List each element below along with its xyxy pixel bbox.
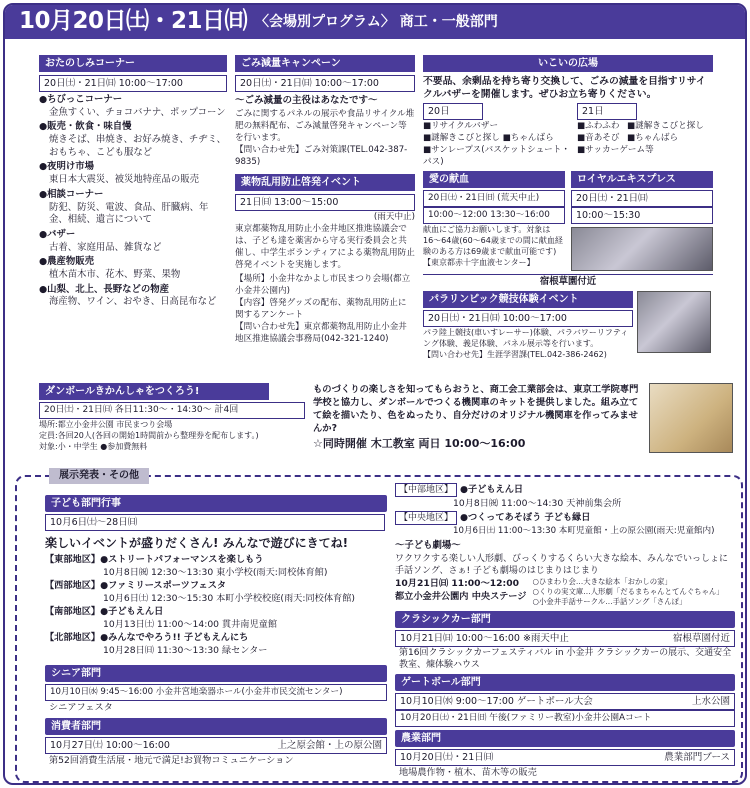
shohisha-place: 上之原会館・上の原公園 <box>277 740 382 752</box>
ikoi-desc: 不要品、余剰品を持ち寄り交換して、ごみの減量を目指すリサイクルバザーを開催します。ぜひお立ち寄りください。 <box>423 76 706 101</box>
nogyo-date-box <box>395 749 735 766</box>
event-time: 10月8日㈷ 12:30〜13:30 東小学校(雨天:同校体育館) <box>103 567 328 579</box>
gate-row1 <box>395 693 735 710</box>
list-item-desc: 金魚すくい、チョコバナナ、ポップコーン <box>49 106 226 118</box>
danball-right <box>313 383 641 452</box>
gekijo-when <box>395 577 526 607</box>
ai-contact: 【東京都赤十字血液センター】 <box>423 258 535 268</box>
danball-extra: ☆同時開催 木工教室 両日 10:00〜16:00 <box>313 437 526 450</box>
ikoi-section <box>423 55 713 361</box>
list-item: ■サンレープス(バスケットシュート・パス) <box>423 145 570 168</box>
danball-photo <box>649 383 733 453</box>
shohisha-time: 10月27日㈯ 10:00〜16:00 <box>50 740 170 752</box>
danball-quota: 定員:各回20人(各回の開始1時間前から整理券を配布します。) <box>39 431 259 440</box>
yakubutsu-content: 【内容】啓発グッズの配布、薬物乱用防止に関するアンケート <box>235 297 407 320</box>
gate-r1: 10月10日㈬ 9:00〜17:00 ゲートボール大会 <box>400 695 593 707</box>
ikoi-day21: 21日 <box>577 103 637 120</box>
para-photo <box>637 291 711 353</box>
list-item: ○ひまわり会…大きな絵本「おかしの家」 <box>532 576 672 586</box>
train-photo <box>571 227 713 271</box>
nogyo-date: 10月20日㈯・21日㈰ <box>400 751 494 763</box>
area-label: 【中部地区】 <box>395 483 457 497</box>
tenji-heading <box>49 468 149 484</box>
gekijo-time: 10月21日㈰ 11:00〜12:00 <box>395 577 520 589</box>
right-section <box>395 483 735 779</box>
gekijo-title: 〜子ども劇場〜 <box>395 540 461 551</box>
royal-block <box>571 171 713 271</box>
gomi-section <box>235 55 415 345</box>
para-desc: パラ陸上競技(車いすレーサー)体験、パラバワーリフティング体験、義足体験、パネル展示等を行います。 <box>423 328 629 349</box>
danball-desc: ものづくりの楽しさを知ってもらおうと、商工会工業部会は、東京工学院専門学校と協力し、ダンボールでつくる機関車のキットを提供しました。組み立てて絵を描いたり、色をぬったり、自分だけのオリジナル機関車を作ってみませんか? <box>313 384 639 434</box>
list-item-desc: 防犯、防災、電波、食品、肝臓病、年金、相続、遺言について <box>49 201 209 226</box>
otanoshimi-list <box>39 94 227 309</box>
gomi-slogan: 〜ごみ減量の主役はあなたです〜 <box>235 95 378 106</box>
list-item: ■ちゃんばら <box>627 133 679 144</box>
header-bar <box>5 5 745 39</box>
ai-time: 10:00〜12:00 13:30〜16:00 <box>423 207 565 224</box>
list-item-desc: 植木苗木市、花木、野菜、果物 <box>49 268 181 280</box>
nogyo-desc: 地場農作物・植木、苗木等の販売 <box>399 766 537 778</box>
ikoi-day20-block <box>423 103 573 168</box>
gate-r1-place: 上水公園 <box>691 695 730 707</box>
event-time: 10月13日㈯ 11:00〜14:00 貫井南児童館 <box>103 619 278 631</box>
danball-title: ダンボールきかんしゃをつくろう! <box>39 383 269 400</box>
danball-target: 対象:小・中学生 ●参加費無料 <box>39 442 148 451</box>
event-time: 10月6日㈯ 12:30〜15:30 本町小学校校庭(雨天:同校体育館) <box>103 593 355 605</box>
para-date: 20日㈯・21日㈰ 10:00〜17:00 <box>423 310 633 327</box>
kodomo-rows <box>45 553 387 657</box>
list-item: ■音あそび <box>577 133 620 144</box>
danball-section <box>39 383 739 463</box>
classic-desc: 第16回クラシックカーフェスティバル in 小金井 クラシックカーの展示、交通安全教室、煉体験ハウス <box>399 647 732 670</box>
event-name: ●みんなでやろう!! 子どもえんにち <box>100 632 249 644</box>
shohisha-desc: 第52回消費生活展・地元で満足!お買物コミュニケーション <box>49 755 294 767</box>
kodomo-period: 10月6日㈯〜28日㈰ <box>45 514 385 531</box>
list-item-name: ●バザー <box>39 228 76 240</box>
event-name: ●ファミリースポーツフェスタ <box>100 580 227 592</box>
yakubutsu-date: 21日㈰ 13:00〜15:00 <box>235 194 415 211</box>
senior-time: 10月10日㈬ 9:45〜16:00 小金井宮地楽器ホール(小金井市民交流センター) <box>45 684 387 701</box>
chubu-row <box>395 483 735 497</box>
list-item-name: ●相談コーナー <box>39 188 104 200</box>
event-name: ●子どもえん日 <box>459 484 524 495</box>
list-item: ■謎解きこびと探し <box>627 121 704 132</box>
kodomo-section <box>45 495 387 767</box>
table-row <box>45 579 387 592</box>
para-row <box>423 291 713 361</box>
header-title: 〈会場別プログラム〉 商工・一般部門 <box>255 13 498 30</box>
event-name: ●ストリートパフォーマンスを楽しもう <box>100 554 264 566</box>
ikoi-list21 <box>577 120 713 156</box>
ikoi-day21-block <box>577 103 713 168</box>
event-name: ●子どもえん日 <box>100 606 164 618</box>
list-item-name: ●販売・飲食・味自慢 <box>39 121 132 133</box>
gomi-title: ごみ減量キャンペーン <box>235 55 415 72</box>
page-frame <box>3 3 747 785</box>
shukuba-label-wrap <box>423 274 713 289</box>
table-row <box>45 605 387 618</box>
yakubutsu-contact: 【問い合わせ先】東京都薬物乱用防止小金井地区推進協議会事務局(042-321-1240) <box>235 321 407 344</box>
shohisha-date-box <box>45 737 387 754</box>
yakubutsu-title: 薬物乱用防止啓発イベント <box>235 174 415 191</box>
royal-time: 10:00〜15:30 <box>571 207 713 224</box>
area-label: 【西部地区】 <box>45 580 101 592</box>
ai-date: 20日㈯・21日㈰ (荒天中止) <box>423 190 565 207</box>
list-item-desc: 海産物、ワイン、おやき、日高昆布など <box>49 296 217 308</box>
list-item: ○小金井手話サークル…手話ソング「さんぽ」 <box>532 596 687 606</box>
list-item-name: ●農産物販売 <box>39 256 95 268</box>
classic-place: 宿根草園付近 <box>672 632 730 644</box>
classic-date: 10月21日㈰ 10:00〜16:00 ※雨天中止 <box>400 632 569 644</box>
danball-left <box>39 383 305 452</box>
para-title: パラリンピック競技体験イベント <box>423 291 633 308</box>
ai-desc: 献血にご協力お願いします。対象は16〜64歳(60〜64歳までの間に献血経験のある方は69歳まで献血可能です) <box>423 225 563 257</box>
list-item-name: ●夜明け市場 <box>39 161 95 173</box>
list-item-name: ●ちびっこコーナー <box>39 94 123 105</box>
para-contact: 【問い合わせ先】生涯学習課(TEL.042-386-2462) <box>423 350 607 360</box>
header-date: 10月20日㈯・21日㈰ <box>19 8 248 35</box>
list-item-desc: 焼きそば、串焼き、お好み焼き、チヂミ、おもちゃ、こども服など <box>49 134 226 158</box>
royal-title: ロイヤルエキスプレス <box>571 171 713 188</box>
yakubutsu-note: (雨天中止) <box>373 211 415 222</box>
list-item: ■ふわふわ <box>577 121 620 132</box>
gekijo-desc: ワクワクする楽しい人形劇、びっくりするくらい大きな絵本、みんなでいっしょに手話ソング、さぁ! 子ども劇場のはじまりはじまり <box>395 553 729 576</box>
chuo-row <box>395 511 735 525</box>
classic-title: クラシックカー部門 <box>395 611 735 628</box>
chuo-time: 10月6日㈯ 11:00〜13:30 本町児童館・上の原公園(雨天:児童館内) <box>453 526 715 536</box>
gomi-date: 20日㈯・21日㈰ 10:00〜17:00 <box>235 75 415 92</box>
gomi-contact: 【問い合わせ先】ごみ対策課(TEL.042-387-9835) <box>235 144 408 167</box>
table-row <box>45 631 387 644</box>
gekijo-place: 都立小金井公園内 中央ステージ <box>395 590 527 602</box>
area-label: 【南部地区】 <box>45 606 101 618</box>
list-item-name: ●山梨、北上、長野などの物産 <box>39 283 170 295</box>
list-item: ■謎解きこびと探し ■ちゃんばら <box>423 133 554 144</box>
shohisha-title: 消費者部門 <box>45 718 387 735</box>
otanoshimi-title: おたのしみコーナー <box>39 55 227 72</box>
area-label: 【北部地区】 <box>45 632 101 644</box>
yakubutsu-desc: 東京都薬物乱用防止小金井地区推進協議会では、子ども達を薬害から守る実行委員会と共催し、中学生ボランティアによる薬物乱用防止啓発イベントを実施します。 <box>235 223 415 270</box>
ikoi-title: いこいの広場 <box>423 55 713 72</box>
gekijo-detail <box>395 577 735 607</box>
event-time: 10月28日㈰ 11:30〜13:30 緑センター <box>103 645 268 657</box>
danball-date: 20日㈯・21日㈰ 各日11:30〜・14:30〜 計4回 <box>39 402 305 419</box>
ai-block <box>423 171 565 271</box>
gate-r2: 10月20日㈯・21日㈰ 午後(ファミリー教室)小金井公園Aコート <box>395 710 735 727</box>
ai-title: 愛の献血 <box>423 171 565 188</box>
list-item: ■リサイクルバザー <box>423 121 499 132</box>
gate-title: ゲートボール部門 <box>395 674 735 691</box>
senior-title: シニア部門 <box>45 665 387 682</box>
senior-name: シニアフェスタ <box>49 702 113 714</box>
classic-date-box <box>395 630 735 647</box>
table-row <box>45 553 387 566</box>
ikoi-day20: 20日 <box>423 103 483 120</box>
para-block <box>423 291 633 361</box>
list-item: ○くりの実文庫…人形劇「だるまちゃんとてんぐちゃん」 <box>532 586 724 596</box>
yakubutsu-place: 【場所】小金井なかよし市民まつり会場(都立小金井公園内) <box>235 273 411 296</box>
area-label: 【東部地区】 <box>45 554 101 566</box>
list-item-desc: 東日本大震災、被災地特産品の販売 <box>49 174 200 186</box>
nogyo-title: 農業部門 <box>395 730 735 747</box>
event-name: ●つくってあそぼう 子ども縁日 <box>459 512 591 523</box>
nogyo-place: 農業部門ブース <box>664 751 730 763</box>
tenji-title: 展示発表・その他 <box>49 468 149 484</box>
kodomo-title: 子ども部門行事 <box>45 495 387 512</box>
royal-date: 20日㈯・21日㈰ <box>571 190 713 207</box>
chubu-time: 10月8日㈷ 11:00〜14:30 天神前集会所 <box>453 498 622 509</box>
shukuba-label: 宿根草園付近 <box>539 276 597 288</box>
otanoshimi-date: 20日㈯・21日㈰ 10:00〜17:00 <box>39 75 227 92</box>
list-item-desc: 古着、家庭用品、雑貨など <box>49 241 162 253</box>
kodomo-headline: 楽しいイベントが盛りだくさん! みんなで遊びにきてね! <box>45 536 349 550</box>
gomi-desc: ごみに関するパネルの展示や食品リサイクル堆肥の無料配布、ごみ減量啓発キャンペーン等を行います。 <box>235 108 415 143</box>
ai-royal-row <box>423 171 713 271</box>
ikoi-days <box>423 103 713 168</box>
area-label: 【中央地区】 <box>395 511 457 525</box>
list-item: ■サッカーゲーム等 <box>577 145 654 156</box>
danball-place: 場所:都立小金井公園 市民まつり会場 <box>39 420 173 429</box>
otanoshimi-section <box>39 55 227 309</box>
gekijo-notes <box>532 577 723 607</box>
